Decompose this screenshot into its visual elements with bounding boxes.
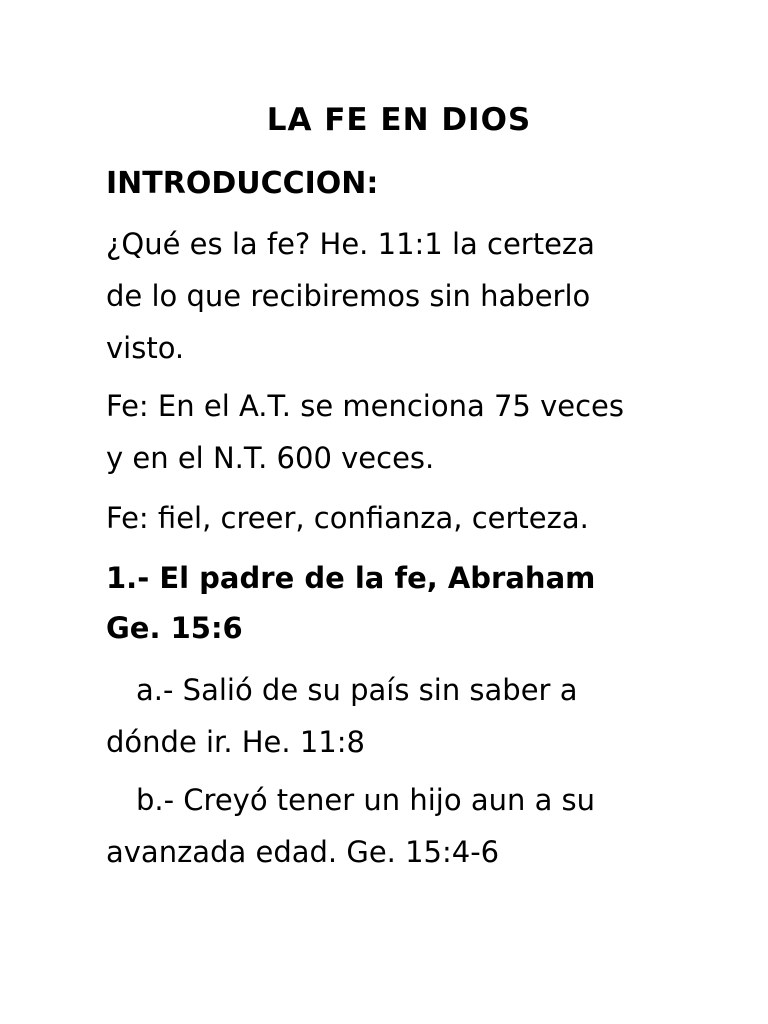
document-title: LA FE EN DIOS — [266, 102, 532, 138]
paragraph-line: Fe: En el A.T. se menciona 75 veces — [106, 389, 624, 423]
section-heading-line: Ge. 15:6 — [106, 611, 243, 645]
point-line: avanzada edad. Ge. 15:4-6 — [106, 835, 500, 869]
section-heading-line: 1.- El padre de la fe, Abraham — [106, 561, 596, 595]
paragraph-mentions — [106, 380, 666, 484]
point-a — [106, 664, 666, 768]
point-line: a.- Salió de su país sin saber a — [136, 673, 578, 707]
point-line: b.- Creyó tener un hijo aun a su — [136, 783, 596, 817]
intro-heading: INTRODUCCION: — [106, 166, 379, 201]
paragraph-faith-definition — [106, 218, 666, 374]
point-b — [106, 774, 666, 878]
paragraph-line: ¿Qué es la fe? He. 11:1 la certeza — [106, 227, 595, 261]
paragraph-line: visto. — [106, 331, 185, 365]
paragraph-line: de lo que recibiremos sin haberlo — [106, 279, 591, 313]
section-heading-1 — [106, 553, 666, 653]
paragraph-synonyms — [106, 492, 666, 544]
paragraph-line: y en el N.T. 600 veces. — [106, 441, 435, 475]
point-line: dónde ir. He. 11:8 — [106, 725, 365, 759]
paragraph-line: Fe: fiel, creer, confianza, certeza. — [106, 501, 589, 535]
